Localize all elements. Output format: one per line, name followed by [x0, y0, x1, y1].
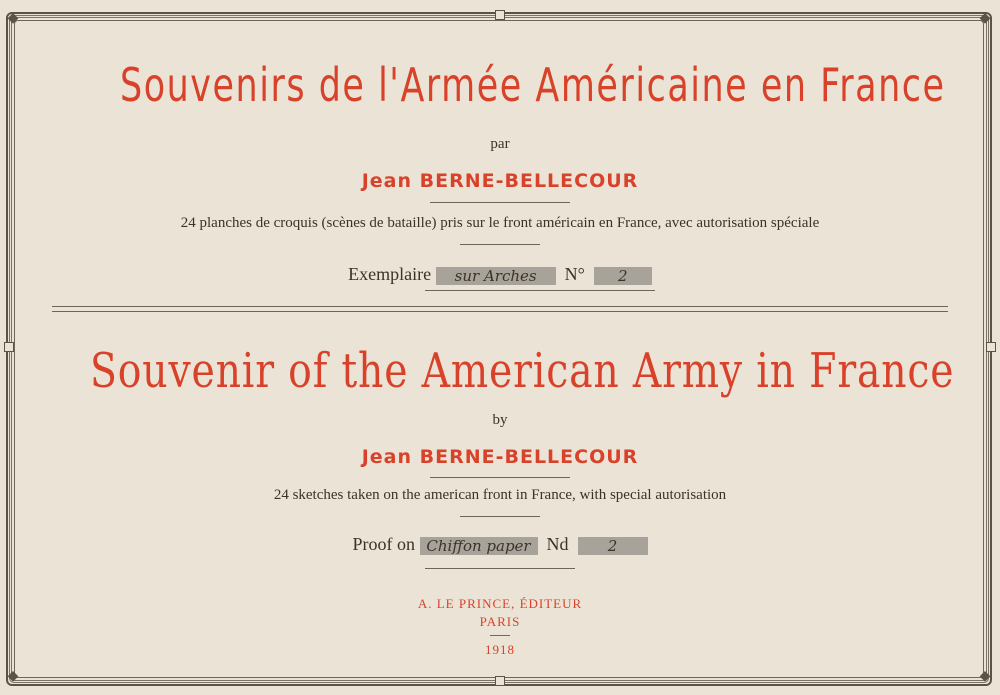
corner-ornament-icon: ◆: [979, 669, 991, 684]
proof-paper-handwritten: Chiffon paper: [420, 537, 538, 555]
section-divider: [52, 306, 948, 307]
english-author: Jean BERNE-BELLECOUR: [361, 446, 639, 468]
number-label: Nd: [546, 534, 569, 554]
divider: [425, 568, 575, 569]
copy-number-handwritten: 2: [594, 267, 652, 285]
divider: [425, 290, 655, 291]
copy-paper-handwritten: sur Arches: [436, 267, 556, 285]
corner-ornament-icon: ◆: [7, 11, 19, 26]
corner-ornament-icon: ◆: [7, 669, 19, 684]
divider: [490, 635, 510, 636]
section-divider: [52, 311, 948, 312]
french-by: par: [490, 136, 510, 152]
divider: [460, 516, 540, 517]
english-description: 24 sketches taken on the american front in France, with special autorisation: [273, 487, 727, 503]
corner-ornament-icon: ◆: [979, 11, 991, 26]
frame-ornament-icon: [495, 10, 505, 20]
publisher-city: PARIS: [479, 614, 521, 629]
number-label: N°: [564, 264, 585, 284]
divider: [460, 244, 540, 245]
english-by: by: [492, 412, 508, 428]
french-author: Jean BERNE-BELLECOUR: [361, 170, 639, 192]
publisher-name: A. LE PRINCE, ÉDITEUR: [417, 596, 583, 611]
publisher-year: 1918: [485, 642, 515, 657]
proof-label: Proof on: [352, 534, 415, 554]
frame-ornament-icon: [495, 676, 505, 686]
english-proof-row: [0, 534, 1000, 555]
frame-ornament-icon: [4, 342, 14, 352]
french-description: 24 planches de croquis (scènes de bataille) pris sur le front américain en France, avec autorisation spéciale: [180, 215, 820, 231]
french-title: Souvenirs de l'Armée Américaine en France: [120, 58, 946, 112]
divider: [430, 202, 570, 203]
frame-ornament-icon: [986, 342, 996, 352]
copy-label: Exemplaire: [348, 264, 432, 284]
proof-number-handwritten: 2: [578, 537, 648, 555]
english-title: Souvenir of the American Army in France: [90, 343, 955, 399]
french-copy-row: [0, 264, 1000, 285]
divider: [430, 477, 570, 478]
